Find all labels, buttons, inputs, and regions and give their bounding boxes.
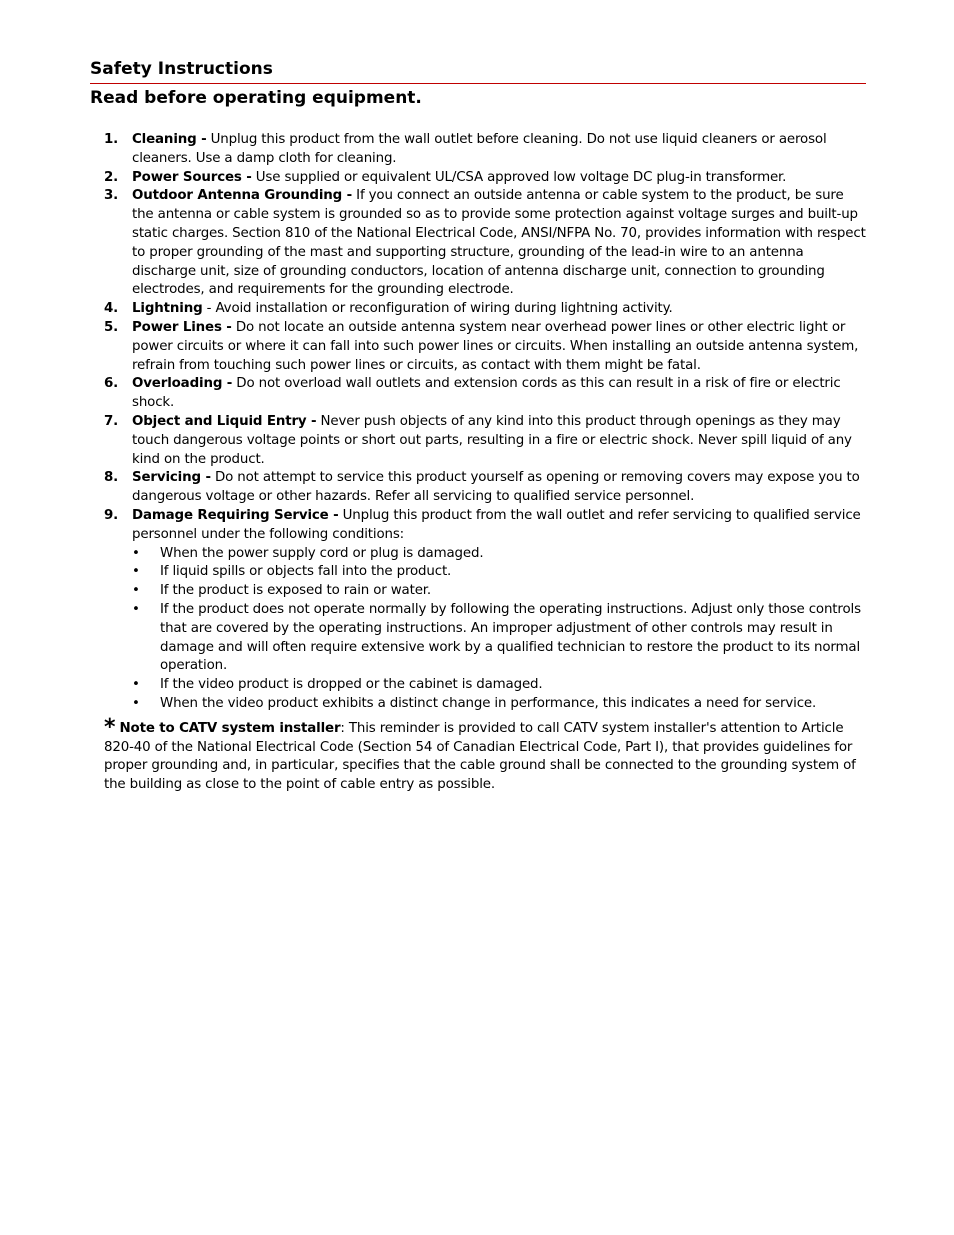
condition-text: When the video product exhibits a distinct change in performance, this indicates a need for service. (160, 695, 817, 711)
item-heading: Lightning (132, 301, 203, 317)
condition-text: When the power supply cord or plug is damaged. (160, 545, 484, 561)
note-text: : This reminder is provided to call CATV system installer's attention to Article 820-40 of the National Electrical Code (Section 54 of Canadian Electrical Code, Part I), that provides guidelines for proper grounding and, in particular, specifies that the cable ground shall be connected to the grounding system of the building as close to the point of cable entry as possible. (104, 720, 856, 793)
safety-item-power-sources (90, 169, 868, 188)
item-text: Do not locate an outside antenna system near overhead power lines or other electric light or power circuits or where it can fall into such power lines or circuits. When installing an outside antenna system, refrain from touching such power lines or circuits, as contact with them might be fatal. (132, 319, 859, 373)
item-heading: Power Lines - (132, 319, 232, 335)
condition-text: If the product does not operate normally by following the operating instructions. Adjust only those controls that are covered by the operating instructions. An improper adjustment of other controls may result in damage and will often require extensive work by a qualified technician to restore the product to its normal operation. (160, 601, 861, 674)
bullet-icon: • (132, 601, 140, 617)
item-text: - Avoid installation or reconfiguration of wiring during lightning activity. (202, 301, 673, 317)
list-item (132, 563, 868, 582)
bullet-icon: • (132, 545, 140, 561)
document-page (90, 58, 868, 795)
catv-installer-note (104, 714, 868, 795)
bullet-icon: • (132, 564, 140, 580)
list-item (132, 545, 868, 564)
item-heading: Overloading - (132, 376, 233, 392)
safety-item-power-lines (90, 319, 868, 375)
item-text: Use supplied or equivalent UL/CSA approved low voltage DC plug-in transformer. (251, 169, 787, 185)
title-divider (90, 83, 866, 84)
list-item (132, 695, 868, 714)
list-item (132, 676, 868, 695)
condition-text: If the video product is dropped or the cabinet is damaged. (160, 677, 543, 693)
item-number: 7. (104, 413, 119, 429)
note-heading: Note to CATV system installer (119, 720, 341, 736)
safety-list (90, 131, 868, 714)
bullet-icon: • (132, 677, 140, 693)
safety-item-object-liquid-entry (90, 413, 868, 469)
item-number: 8. (104, 470, 119, 486)
list-item (132, 601, 868, 676)
item-text: Unplug this product from the wall outlet before cleaning. Do not use liquid cleaners or aerosol cleaners. Use a damp cloth for cleaning. (132, 132, 827, 166)
item-number: 2. (104, 169, 119, 185)
asterisk-icon: * (104, 714, 116, 740)
safety-item-servicing (90, 469, 868, 507)
page-subtitle: Read before operating equipment. (90, 88, 422, 108)
item-number: 3. (104, 188, 119, 204)
item-heading: Damage Requiring Service - (132, 507, 339, 523)
bullet-icon: • (132, 583, 140, 599)
safety-item-overloading (90, 375, 868, 413)
item-number: 9. (104, 507, 119, 523)
bullet-icon: • (132, 695, 140, 711)
item-heading: Servicing - (132, 470, 211, 486)
item-number: 4. (104, 301, 119, 317)
condition-text: If the product is exposed to rain or water. (160, 583, 432, 599)
item-heading: Power Sources - (132, 169, 252, 185)
safety-item-cleaning (90, 131, 868, 169)
page-title: Safety Instructions (90, 59, 273, 79)
safety-item-antenna-grounding (90, 187, 868, 300)
item-number: 6. (104, 376, 119, 392)
item-heading: Object and Liquid Entry - (132, 413, 317, 429)
condition-text: If liquid spills or objects fall into the product. (160, 564, 452, 580)
item-number: 5. (104, 319, 119, 335)
item-text: Do not overload wall outlets and extension cords as this can result in a risk of fire or electric shock. (132, 376, 841, 411)
item-number: 1. (104, 132, 119, 147)
safety-item-lightning (90, 300, 868, 319)
item-heading: Cleaning - (132, 132, 207, 147)
item-text: Unplug this product from the wall outlet and refer servicing to qualified service personnel under the following conditions: (132, 507, 861, 542)
safety-item-damage-requiring-service (90, 507, 868, 714)
service-conditions-list (132, 545, 868, 714)
item-text: If you connect an outside antenna or cable system to the product, be sure the antenna or cable system is grounded so as to provide some protection against voltage surges and built-up static charges. Section 810 of the National Electrical Code, ANSI/NFPA No. 70, provides information with respect to proper grounding of the mast and supporting structure, grounding of the lead-in wire to an antenna discharge unit, size of grounding conductors, location of antenna discharge unit, connection to grounding electrodes, and requirements for the grounding electrode. (132, 188, 866, 298)
list-item (132, 582, 868, 601)
item-text: Do not attempt to service this product yourself as opening or removing covers may expose you to dangerous voltage or other hazards. Refer all servicing to qualified service personnel. (132, 470, 860, 505)
item-text: Never push objects of any kind into this product through openings as they may touch dangerous voltage points or short out parts, resulting in a fire or electric shock. Never spill liquid of any kind on the product. (132, 413, 852, 467)
item-heading: Outdoor Antenna Grounding - (132, 188, 353, 204)
